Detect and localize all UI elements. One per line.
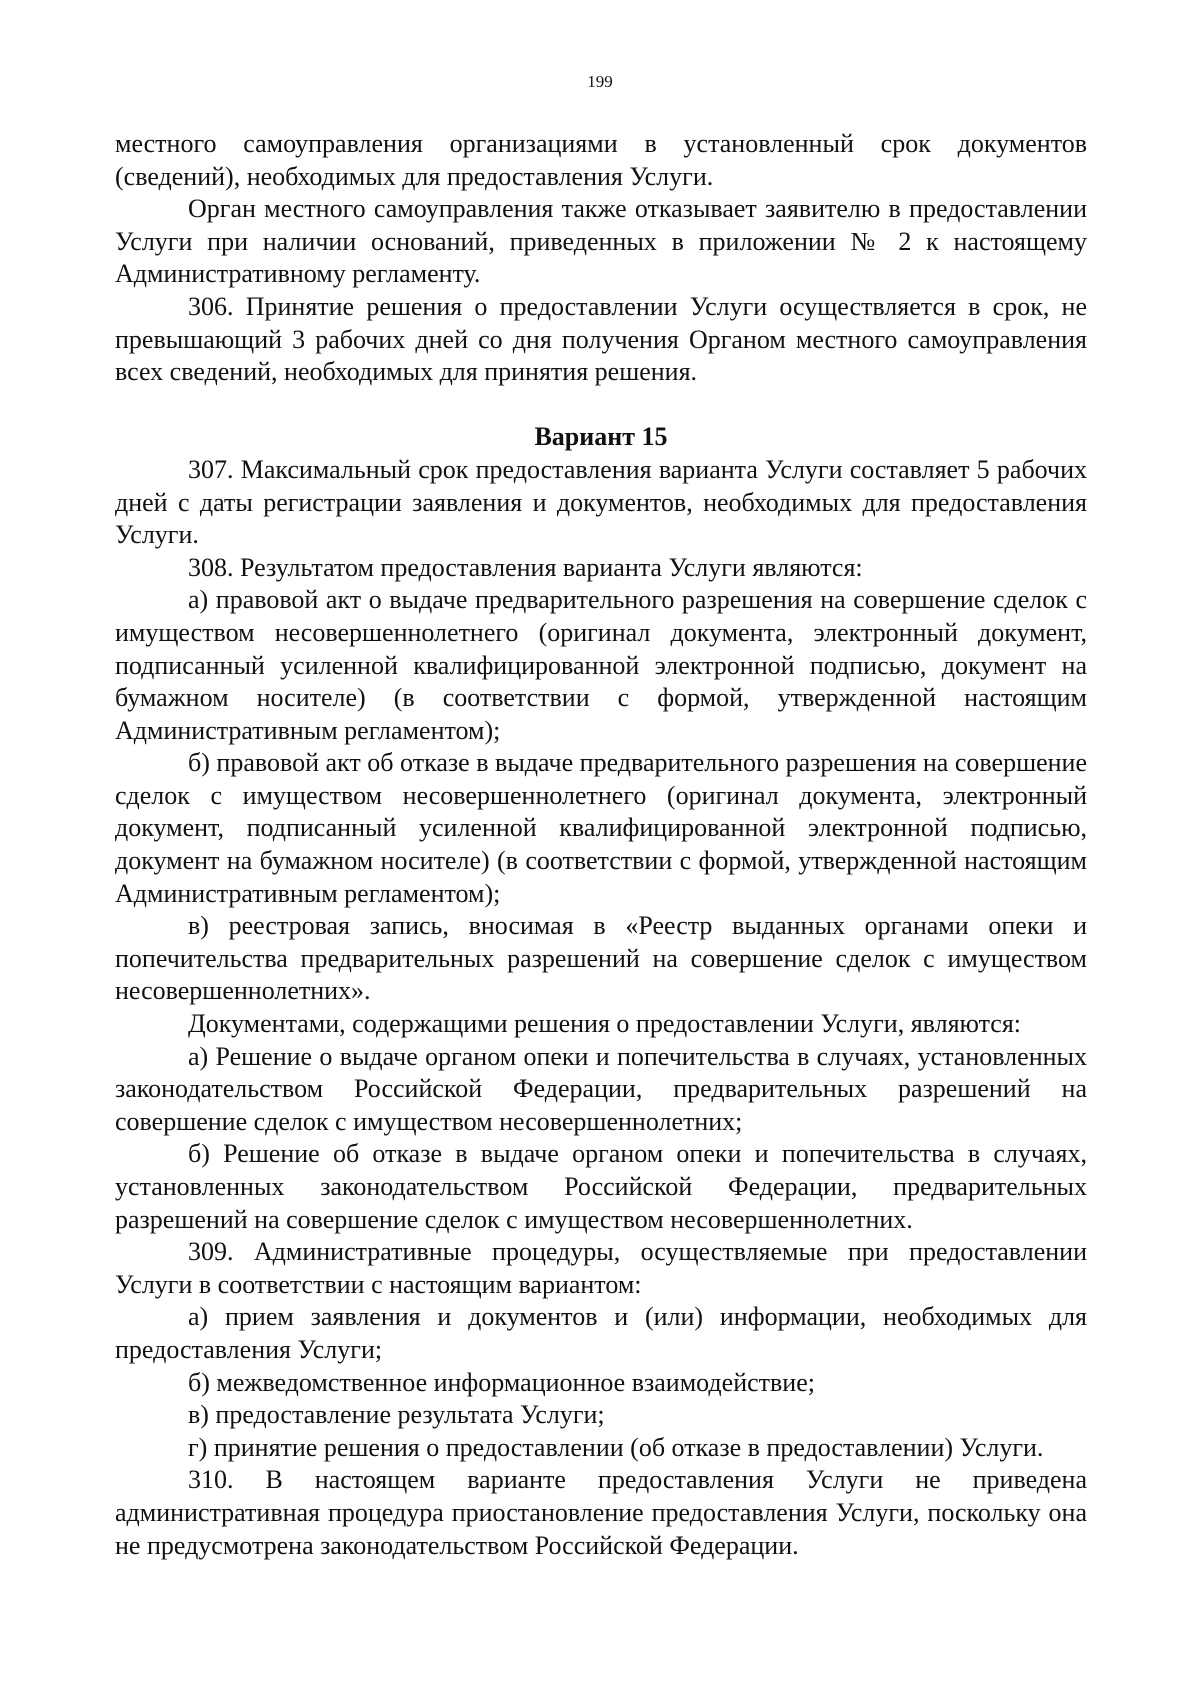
- list-item-308-a: а) правовой акт о выдаче предварительного разрешения на совершение сделок с имуществом несовершеннолетнего (оригинал документа, электронный документ, подписанный усиленной квалифицированной электронной подписью, документ на бумажном носителе) (в соответствии с формой, утвержденной настоящим Административным регламентом);: [115, 585, 1087, 745]
- paragraph-310: 310. В настоящем варианте предоставления Услуги не приведена административная процедура приостановление предоставления Услуги, поскольку она не предусмотрена законодательством Российской Федерации.: [115, 1465, 1087, 1560]
- paragraph-decision-documents: Документами, содержащими решения о предоставлении Услуги, являются:: [188, 1009, 1022, 1039]
- paragraph-refusal-grounds: Орган местного самоуправления также отказывает заявителю в предоставлении Услуги при наличии оснований, приведенных в приложении № 2 к настоящему Административному регламенту.: [115, 194, 1087, 289]
- list-item-308-v: в) реестровая запись, вносимая в «Реестр выданных органами опеки и попечительства предварительных разрешений на совершение сделок с имуществом несовершеннолетних».: [115, 911, 1087, 1006]
- paragraph-continuation: местного самоуправления организациями в установленный срок документов (сведений), необходимых для предоставления Услуги.: [115, 129, 1087, 191]
- document-body: [115, 128, 1087, 1562]
- paragraph-309: 309. Административные процедуры, осуществляемые при предоставлении Услуги в соответствии с настоящим вариантом:: [115, 1237, 1087, 1299]
- list-item-308-b: б) правовой акт об отказе в выдаче предварительного разрешения на совершение сделок с имуществом несовершеннолетнего (оригинал документа, электронный документ, подписанный усиленной квалифицированной электронной подписью, документ на бумажном носителе) (в соответствии с формой, утвержденной настоящим Административным регламентом);: [115, 748, 1087, 908]
- section-heading: Вариант 15: [534, 422, 668, 452]
- paragraph-308: 308. Результатом предоставления варианта Услуги являются:: [188, 552, 863, 582]
- list-item-309-v: в) предоставление результата Услуги;: [188, 1400, 605, 1430]
- list-item-309-g: г) принятие решения о предоставлении (об отказе в предоставлении) Услуги.: [188, 1432, 1044, 1462]
- paragraph-306: 306. Принятие решения о предоставлении Услуги осуществляется в срок, не превышающий 3 рабочих дней со дня получения Органом местного самоуправления всех сведений, необходимых для принятия решения.: [115, 291, 1087, 387]
- list-item-309-a: а) прием заявления и документов и (или) информации, необходимых для предоставления Услуги;: [115, 1302, 1087, 1364]
- page-number: 199: [587, 72, 613, 91]
- list-item-decision-a: а) Решение о выдаче органом опеки и попечительства в случаях, установленных законодательством Российской Федерации, предварительных разрешений на совершение сделок с имуществом несовершеннолетних;: [115, 1041, 1087, 1136]
- list-item-decision-b: б) Решение об отказе в выдаче органом опеки и попечительства в случаях, установленных законодательством Российской Федерации, предварительных разрешений на совершение сделок с имуществом несовершеннолетних.: [115, 1139, 1087, 1234]
- paragraph-307: 307. Максимальный срок предоставления варианта Услуги составляет 5 рабочих дней с даты регистрации заявления и документов, необходимых для предоставления Услуги.: [115, 454, 1087, 550]
- list-item-309-b: б) межведомственное информационное взаимодействие;: [188, 1367, 815, 1397]
